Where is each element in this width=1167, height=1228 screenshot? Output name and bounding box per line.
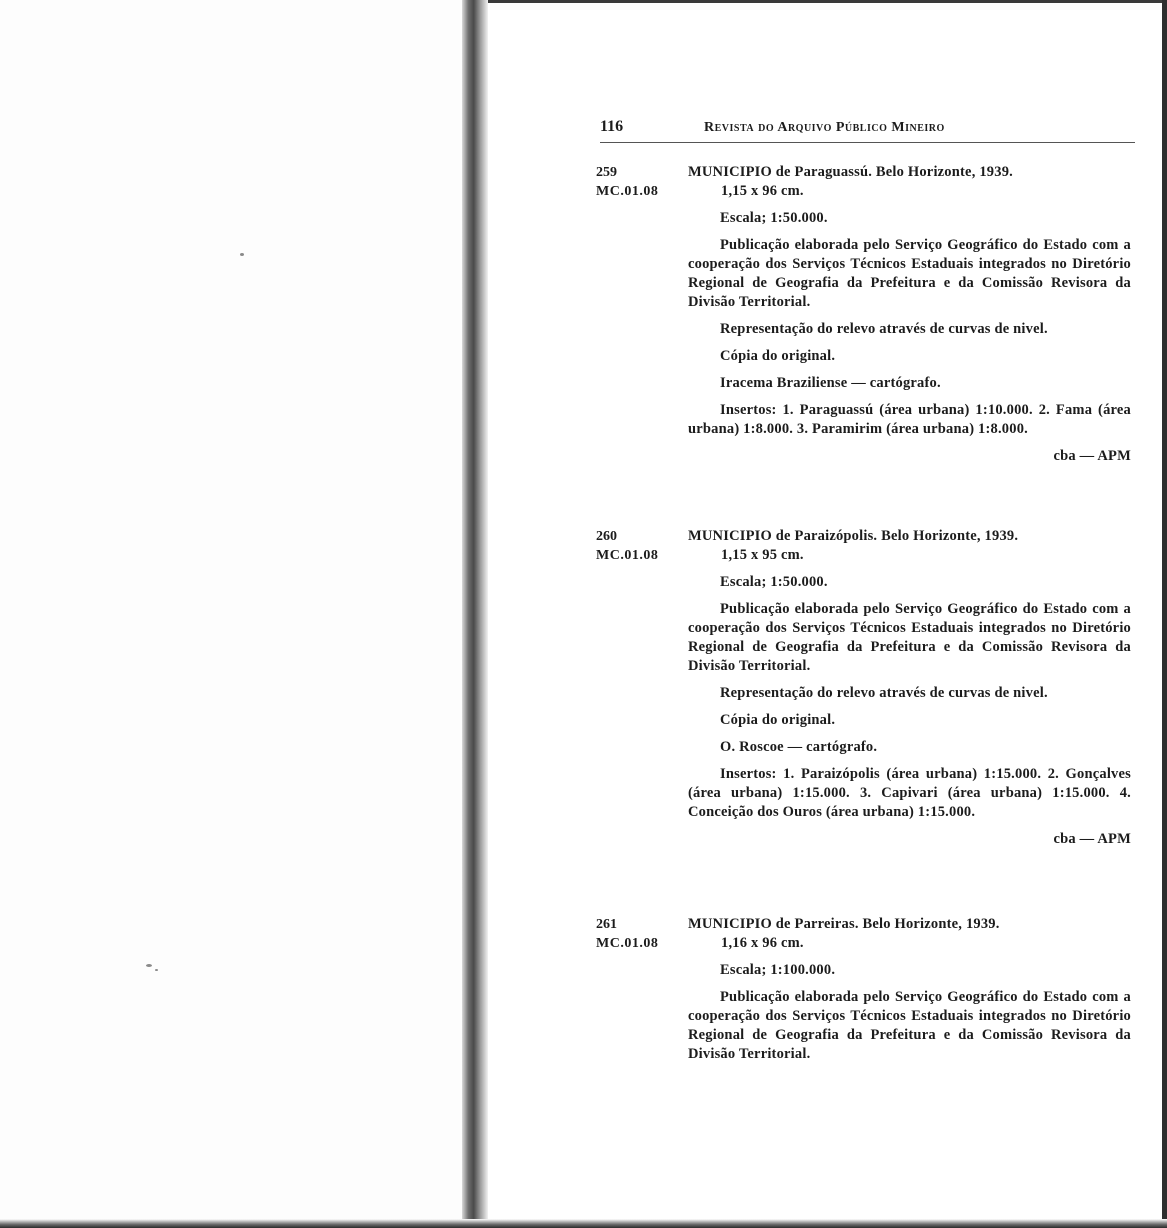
- entry-copy: Cópia do original.: [720, 348, 836, 364]
- running-header: [600, 118, 1135, 143]
- entry-scale: Escala; 1:50.000.: [720, 574, 828, 590]
- paper-speck: [146, 964, 152, 967]
- entry-copy: Cópia do original.: [720, 712, 836, 728]
- running-title: Revista do Arquivo Público Mineiro: [704, 120, 945, 135]
- entry-code: MC.01.08: [596, 184, 659, 199]
- entry-title-text: MUNICIPIO de Paraizópolis. Belo Horizonte, 1939.: [688, 528, 1019, 544]
- left-blank-page: [0, 0, 462, 1228]
- paper-speck: [240, 253, 244, 256]
- entry-dimensions: 1,15 x 95 cm.: [721, 547, 804, 563]
- entry-cartographer: O. Roscoe — cartógrafo.: [720, 739, 878, 755]
- entry-relief: Representação do relevo através de curvas de nivel.: [720, 321, 1048, 337]
- entry-number: 261: [596, 917, 617, 932]
- book-gutter: [462, 0, 488, 1228]
- entry-code: MC.01.08: [596, 936, 659, 951]
- page-top-edge: [488, 0, 1167, 3]
- entry-inserts: Insertos: 1. Paraizópolis (área urbana) 1:15.000. 2. Gonçalves (área urbana) 1:15.000. 3. Capivari (área urbana) 1:15.000. 4. Conceição dos Ouros (área urbana) 1:15.000.: [688, 766, 1131, 820]
- entry-cartographer: Iracema Braziliense — cartógrafo.: [720, 375, 941, 391]
- entry-inserts: Insertos: 1. Paraguassú (área urbana) 1:10.000. 2. Fama (área urbana) 1:8.000. 3. Paramirim (área urbana) 1:8.000.: [688, 402, 1131, 437]
- page-right-edge: [1162, 0, 1167, 1228]
- entry-title: [688, 915, 1131, 953]
- entry-title: [688, 163, 1131, 201]
- entry-body: [688, 915, 1131, 1072]
- entry-location: cba — APM: [1053, 448, 1131, 464]
- entry-scale: Escala; 1:100.000.: [720, 962, 836, 978]
- entry-body: [688, 163, 1131, 474]
- entry-relief: Representação do relevo através de curvas de nivel.: [720, 685, 1048, 701]
- entry-publication: Publicação elaborada pelo Serviço Geográfico do Estado com a cooperação dos Serviços Técnicos Estaduais integrados no Diretório Regional de Geografia da Prefeitura e da Comissão Revisora da Divisão Territorial.: [688, 601, 1131, 674]
- entry-title: [688, 527, 1131, 565]
- entry-title-text: MUNICIPIO de Paraguassú. Belo Horizonte, 1939.: [688, 164, 1013, 180]
- entry-publication: Publicação elaborada pelo Serviço Geográfico do Estado com a cooperação dos Serviços Técnicos Estaduais integrados no Diretório Regional de Geografia da Prefeitura e da Comissão Revisora da Divisão Territorial.: [688, 237, 1131, 310]
- page-number: 116: [600, 118, 624, 135]
- entry-dimensions: 1,16 x 96 cm.: [721, 935, 804, 951]
- entry-publication: Publicação elaborada pelo Serviço Geográfico do Estado com a cooperação dos Serviços Técnicos Estaduais integrados no Diretório Regional de Geografia da Prefeitura e da Comissão Revisora da Divisão Territorial.: [688, 989, 1131, 1062]
- entry-number: 260: [596, 529, 617, 544]
- page-bottom-edge: [0, 1219, 1167, 1228]
- entry-location: cba — APM: [1053, 831, 1131, 847]
- entry-scale: Escala; 1:50.000.: [720, 210, 828, 226]
- entry-body: [688, 527, 1131, 857]
- paper-speck: [155, 969, 158, 971]
- entry-dimensions: 1,15 x 96 cm.: [721, 183, 804, 199]
- entry-number: 259: [596, 165, 617, 180]
- entry-code: MC.01.08: [596, 548, 659, 563]
- entry-title-text: MUNICIPIO de Parreiras. Belo Horizonte, 1939.: [688, 916, 1000, 932]
